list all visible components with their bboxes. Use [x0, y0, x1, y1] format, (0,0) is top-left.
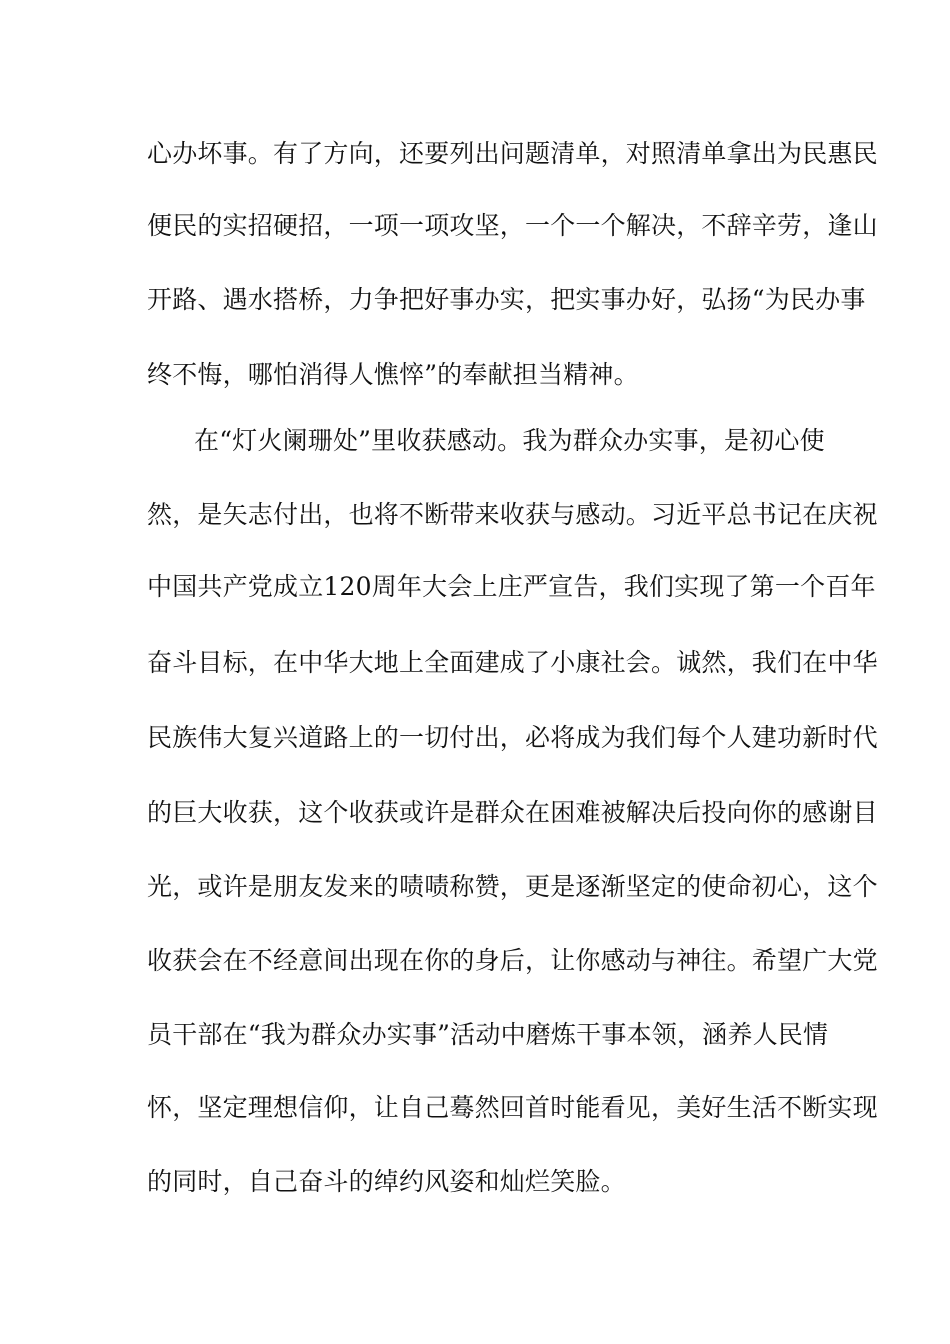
text-line: 开路、遇水搭桥，力争把好事办实，把实事办好，弘扬“为民办事 [147, 285, 866, 314]
text-line: 中国共产党成立120周年大会上庄严宣告，我们实现了第一个百年 [147, 572, 876, 601]
text-line: 奋斗目标，在中华大地上全面建成了小康社会。诚然，我们在中华 [147, 648, 878, 677]
paragraph-first-line: 在“灯火阑珊处”里收获感动。我为群众办实事，是初心使 [194, 426, 825, 455]
text-line: 终不悔，哪怕消得人憔悴”的奉献担当精神。 [147, 360, 639, 389]
text-line: 然，是矢志付出，也将不断带来收获与感动。习近平总书记在庆祝 [147, 500, 878, 529]
text-line: 心办坏事。有了方向，还要列出问题清单，对照清单拿出为民惠民 [147, 139, 878, 168]
text-line: 便民的实招硬招，一项一项攻坚，一个一个解决，不辞辛劳，逢山 [147, 211, 878, 240]
text-line: 员干部在“我为群众办实事”活动中磨炼干事本领，涵养人民情 [147, 1020, 829, 1049]
text-line: 收获会在不经意间出现在你的身后，让你感动与神往。希望广大党 [147, 946, 878, 975]
text-line: 怀，坚定理想信仰，让自己蓦然回首时能看见，美好生活不断实现 [147, 1093, 878, 1122]
text-line: 的同时，自己奋斗的绰约风姿和灿烂笑脸。 [147, 1167, 626, 1196]
text-line: 光，或许是朋友发来的啧啧称赞，更是逐渐坚定的使命初心，这个 [147, 872, 878, 901]
text-line: 的巨大收获，这个收获或许是群众在困难被解决后投向你的感谢目 [147, 798, 878, 827]
text-line: 民族伟大复兴道路上的一切付出，必将成为我们每个人建功新时代 [147, 723, 878, 752]
